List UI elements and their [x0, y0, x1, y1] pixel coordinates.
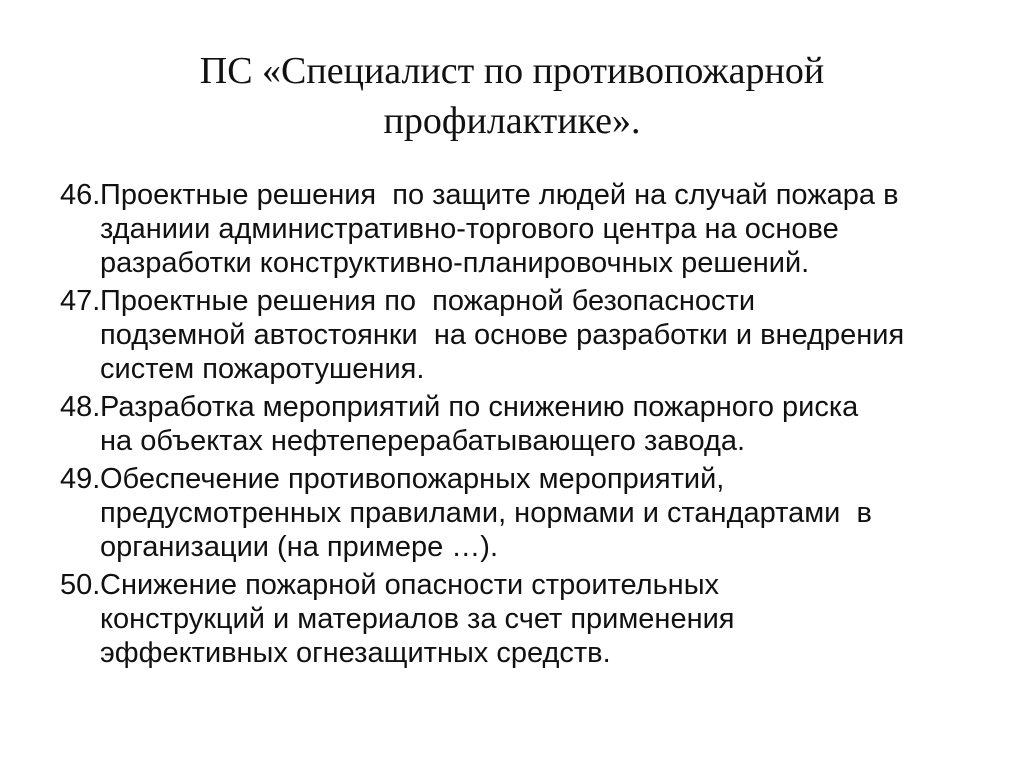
item-text-line: разработки конструктивно-планировочных решений.: [100, 247, 810, 279]
item-number: 49.: [60, 463, 101, 495]
item-text-line: предусмотренных правилами, нормами и стандартами в: [100, 497, 872, 529]
item-text-line: зданиии административно-торгового центра на основе: [100, 213, 839, 245]
item-text-line: эффективных огнезащитных средств.: [100, 637, 611, 669]
item-text-line: на объектах нефтеперерабатывающего завода.: [100, 425, 746, 457]
item-text-line: Разработка мероприятий по снижению пожарного риска: [100, 391, 859, 423]
topic-item-46: [60, 178, 1010, 280]
item-text-line: Проектные решения по пожарной безопасности: [100, 285, 756, 317]
item-number: 48.: [60, 391, 101, 423]
topic-item-48: [60, 390, 1010, 458]
topic-item-49: [60, 462, 1010, 564]
title-line-1: ПС «Специалист по противопожарной: [199, 50, 825, 92]
item-text-line: организации (на примере …).: [100, 531, 499, 563]
topic-item-50: [60, 568, 1010, 670]
item-text-line: систем пожаротушения.: [100, 353, 425, 385]
item-text-line: подземной автостоянки на основе разработки и внедрения: [100, 319, 905, 351]
slide-title: [0, 46, 1024, 146]
item-number: 50.: [60, 569, 101, 601]
topic-list: [60, 178, 1010, 674]
item-text-line: конструкций и материалов за счет применения: [100, 603, 735, 635]
item-text-line: Обеспечение противопожарных мероприятий,: [100, 463, 725, 495]
item-text-line: Снижение пожарной опасности строительных: [100, 569, 720, 601]
item-number: 47.: [60, 285, 101, 317]
title-line-2: профилактике».: [383, 100, 641, 142]
item-text-line: Проектные решения по защите людей на случай пожара в: [100, 179, 899, 211]
item-number: 46.: [60, 179, 101, 211]
topic-item-47: [60, 284, 1010, 386]
